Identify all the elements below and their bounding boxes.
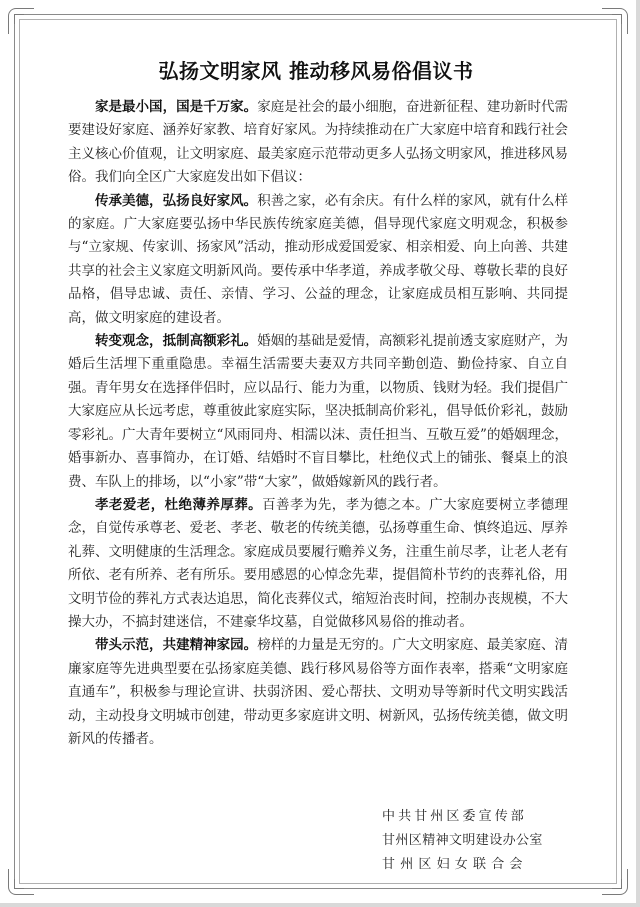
section-1-text: 积善之家，必有余庆。有什么样的家风，就有什么样的家庭。广大家庭要弘扬中华民族传统家庭美德，倡导现代家庭文明观念，积极参与“立家规、传家训、扬家风”活动，推动形成爱国爱家、相亲相爱、向上向善、共建共享的社会主义家庭文明新风尚。要传承中华孝道，养成孝敬父母、尊敬长辈的良好品格，倡导忠诚、责任、亲情、学习、公益的理念，让家庭成员相互影响、共同提高，做文明家庭的建设者。 [68,192,569,326]
signature-block [382,805,543,877]
section-4-heading: 带头示范，共建精神家园。 [95,637,258,654]
corner-ornament-bottom-left [8,869,34,895]
corner-ornament-bottom-right [602,869,628,895]
section-1-heading: 传承美德，弘扬良好家风。 [95,192,258,209]
section-paragraph-1 [68,190,568,330]
document-title: 弘扬文明家风 推动移风易俗倡议书 [158,59,474,83]
section-4-text: 榜样的力量是无穷的。广大文明家庭、最美家庭、清廉家庭等先进典型要在弘扬家庭美德、践行移风易俗等方面作表率，搭乘“文明家庭直通车”，积极参与理论宣讲、扶弱济困、爱心帮扶、文明劝导等新时代文明实践活动，主动投身文明城市创建，带动更多家庭讲文明、树新风，弘扬传统美德，做文明新风的传播者。 [68,637,569,747]
section-2-heading: 转变观念，抵制高额彩礼。 [95,333,258,350]
intro-lead: 家是最小国，国是千万家。 [95,99,258,115]
document-body [68,96,568,751]
section-3-heading: 孝老爱老，杜绝薄养厚葬。 [95,496,263,513]
signature-civilization-office: 甘州区精神文明建设办公室 [382,833,543,848]
corner-ornament-top-right [602,8,628,34]
signature-womens-federation: 甘州区妇女联合会 [382,857,528,872]
section-paragraph-2 [68,330,568,494]
section-paragraph-3 [68,494,568,634]
corner-ornament-top-left [8,8,34,34]
section-2-text: 婚姻的基础是爱情，高额彩礼提前透支家庭财产，为婚后生活埋下重重隐患。幸福生活需要夫妻双方共同辛勤创造、勤俭持家、自立自强。青年男女在选择伴侣时，应以品行、能力为重，以物质、钱财为轻。我们提倡广大家庭应从长远考虑，尊重彼此家庭实际，坚决抵制高价彩礼，倡导低价彩礼，鼓励零彩礼。广大青年要树立“风雨同舟、相濡以沫、责任担当、互敬互爱”的婚姻理念，婚事新办、喜事简办，在订婚、结婚时不盲目攀比，杜绝仪式上的铺张、餐桌上的浪费、车队上的排场，以“小家”带“大家”，做婚嫁新风的践行者。 [68,333,569,490]
section-paragraph-4 [68,634,568,751]
intro-text: 家庭是社会的最小细胞，奋进新征程、建功新时代需要建设好家庭、涵养好家教、培育好家风。为持续推动在广大家庭中培育和践行社会主义核心价值观，让文明家庭、最美家庭示范带动更多人弘扬文明家风，推进移风易俗。我们向全区广大家庭发出如下倡议： [68,99,569,186]
intro-paragraph [68,96,568,190]
signature-publicity-department: 中共甘州区委宣传部 [382,809,527,824]
section-3-text: 百善孝为先，孝为德之本。广大家庭要树立孝德理念，自觉传承尊老、爱老、孝老、敬老的传统美德，弘扬尊重生命、慎终追远、厚养礼葬、文明健康的生活理念。家庭成员要履行赡养义务，注重生前尽孝，让老人老有所依、老有所养、老有所乐。要用感恩的心悼念先辈，提倡简朴节约的丧葬礼俗，用文明节俭的葬礼方式表达追思，简化丧葬仪式，缩短治丧时间，控制办丧规模，不大操大办，不搞封建迷信，不建豪华坟墓，自觉做移风易俗的推动者。 [68,496,569,630]
